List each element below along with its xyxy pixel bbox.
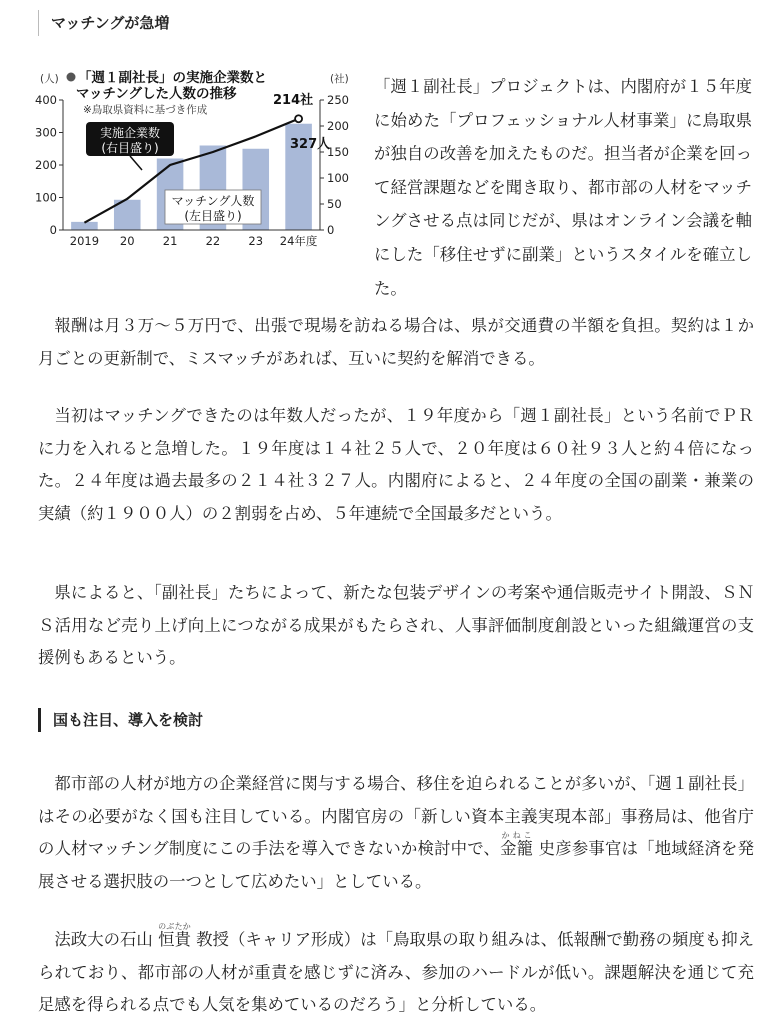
left-tick-label-1: 300 — [35, 125, 57, 140]
right-tick-label-0: 250 — [327, 93, 349, 107]
chart-source-note: ※鳥取県資料に基づき作成 — [83, 104, 208, 116]
paragraph-compensation: 報酬は月３万～５万円で、出張で現場を訪ねる場合は、県が交通費の半額を負担。契約は１か月ごとの更新制で、ミスマッチがあれば、互いに契約を解消できる。 — [38, 316, 754, 368]
p4-text-before: 都市部の人材が地方の企業経営に関与する場合、移住を迫られることが多いが、「週１副社長」はその必要がなく国も注目している。内閣官房の「新しい資本主義実現本部」事務局は、他省庁の人材マッチング制度にこの手法を導入できないか検討中で、 — [38, 774, 754, 858]
x-tick-label-4: 23 — [248, 234, 264, 248]
legend-companies-axis: (右目盛り) — [101, 141, 159, 155]
right-tick-label-4: 50 — [327, 197, 342, 211]
chart-svg — [35, 68, 358, 258]
legend-callout-companies-pointer — [130, 156, 142, 170]
x-tick-label-0: 2019 — [69, 234, 100, 248]
left-tick-label-2: 200 — [35, 158, 57, 172]
right-axis-unit: (社) — [330, 73, 349, 85]
right-tick-label-2: 150 — [327, 145, 349, 159]
paragraph-professor-comment — [38, 922, 754, 1022]
paragraph-results: 県によると、「副社長」たちによって、新たな包装デザインの考案や通信販売サイト開設、ＳＮＳ活用など売り上げ向上につながる成果がもたらされ、人事評価制度創設といった組織運営の支援例もあるという。 — [38, 583, 754, 667]
left-tick-label-3: 100 — [35, 190, 57, 205]
p4-text-after: 史彦参事官は「地域経済を発展させる選択肢の一つとして広めたい」としている。 — [38, 839, 755, 891]
bar-people-0 — [71, 222, 98, 230]
x-tick-label-1: 20 — [119, 234, 135, 248]
right-tick-label-1: 200 — [327, 119, 349, 133]
name-kaneko-base: 金籠 — [500, 839, 534, 858]
x-tick-label-3: 22 — [205, 234, 221, 248]
bullet-icon — [67, 73, 76, 82]
line-end-marker — [295, 115, 302, 122]
legend-people-name: マッチング人数 — [171, 194, 255, 208]
paragraph-growth: 当初はマッチングできたのは年数人だったが、１９年度から「週１副社長」という名前でＰＲに力を入れると急増した。１９年度は１４社２５人で、２０年度は６０社９３人と約４倍になった。２４年度は過去最多の２１４社３２７人。内閣府によると、２４年度の全国の副業・兼業の実績（約１９００人）の２割弱を占め、５年連続で全国最多だという。 — [38, 406, 754, 523]
paragraph-national-interest — [38, 768, 754, 898]
left-tick-label-4: 0 — [49, 223, 57, 237]
legend-companies-name: 実施企業数 — [99, 126, 161, 140]
name-nobutaka-reading: のぶたか — [158, 922, 191, 931]
last-line-label: 214社 — [273, 93, 314, 108]
left-tick-label-0: 400 — [35, 93, 57, 107]
name-nobutaka-base: 恒貴 — [158, 930, 191, 949]
intro-paragraph: 「週１副社長」プロジェクトは、内閣府が１５年度に始めた「プロフェッショナル人材事業」に鳥取県が独自の改善を加えたものだ。担当者が企業を回って経営課題などを聞き取り、都市部の人材をマッチングさせる点は同じだが、県はオンライン会議を軸にした「移住せずに副業」というスタイルを確立した。 — [374, 77, 752, 298]
section-heading-matching: マッチングが急増 — [38, 10, 169, 36]
right-tick-label-5: 0 — [327, 223, 335, 237]
x-tick-label-2: 21 — [162, 234, 178, 248]
name-kaneko — [500, 831, 534, 858]
left-axis-unit: (人) — [40, 73, 59, 85]
last-bar-label: 327人 — [290, 137, 331, 152]
p5-text-before: 法政大の石山 — [54, 930, 159, 949]
chart-title-line1: 「週１副社長」の実施企業数と — [78, 70, 267, 86]
name-kaneko-reading: かねこ — [500, 831, 534, 840]
section-heading-national: 国も注目、導入を検討 — [38, 708, 203, 732]
x-tick-label-5: 24年度 — [279, 234, 318, 248]
chart-figure — [35, 68, 358, 258]
chart-title-line2: マッチングした人数の推移 — [76, 86, 237, 102]
legend-people-axis: (左目盛り) — [184, 209, 242, 223]
right-tick-label-3: 100 — [327, 171, 349, 185]
p5-text-after: 教授（キャリア形成）は「鳥取県の取り組みは、低報酬で勤務の頻度も抑えられており、都市部の人材が重責を感じずに済み、参加のハードルが低い。課題解決を通じて充足感を得られる点でも人気を集めているのだろう」と分析している。 — [38, 930, 755, 1014]
name-nobutaka — [158, 922, 191, 949]
